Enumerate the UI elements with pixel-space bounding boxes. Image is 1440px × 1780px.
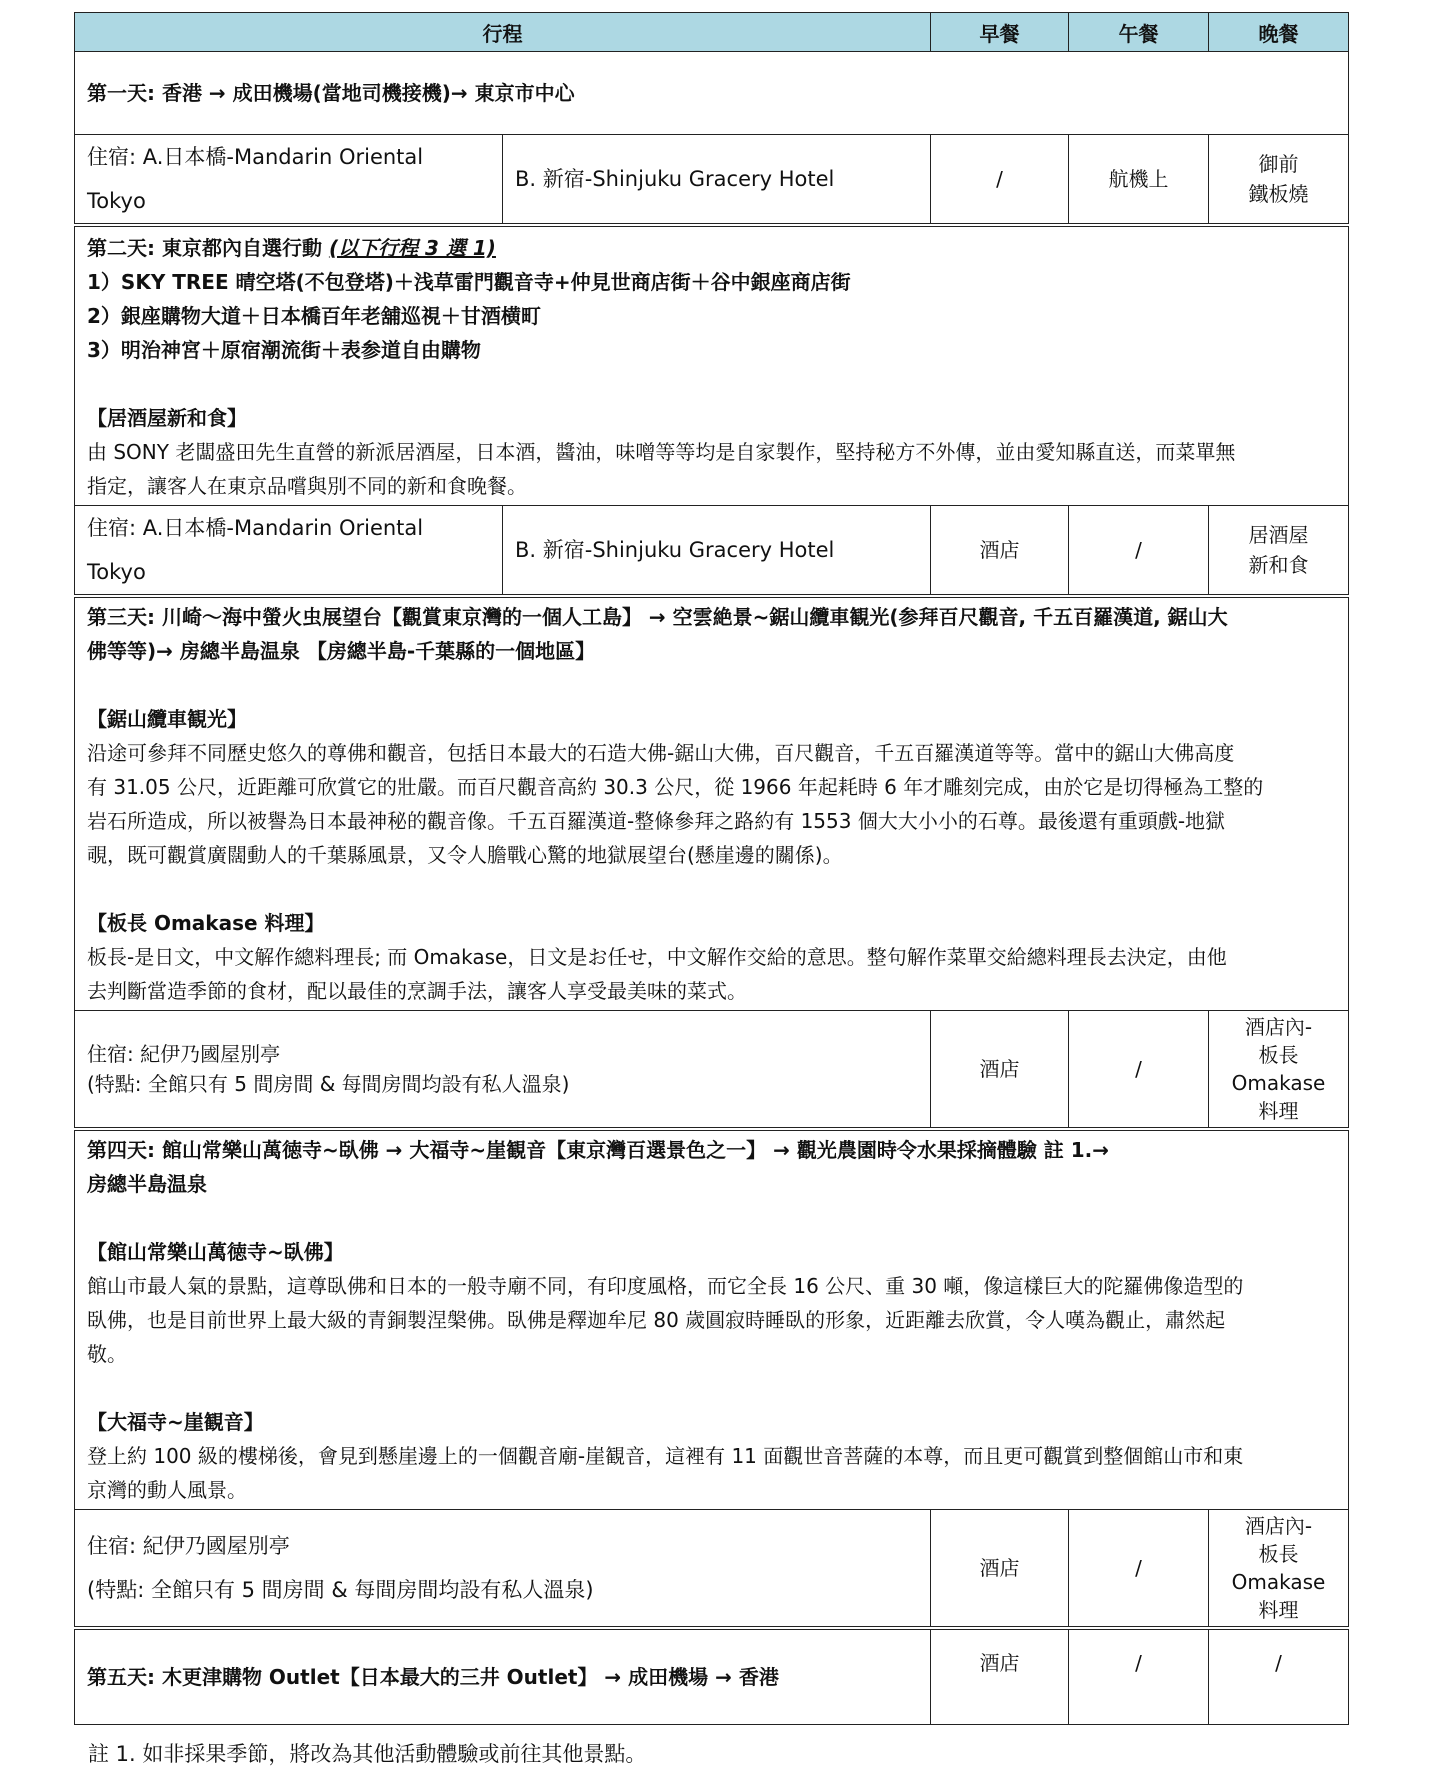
day5-row xyxy=(75,1628,1349,1725)
day3-content-row xyxy=(75,596,1349,1011)
day2-content-row xyxy=(75,225,1349,506)
day2-content xyxy=(75,225,1349,506)
day1-title: 第一天: 香港 → 成田機場(當地司機接機)→ 東京市中心 xyxy=(75,52,1349,135)
day2-option-2: 2）銀座購物大道＋日本橋百年老舖巡視＋甘酒横町 xyxy=(87,304,541,328)
day3-sub1-title: 【鋸山纜車観光】 xyxy=(87,707,247,731)
day4-content xyxy=(75,1129,1349,1510)
day3-dinner-line4: 料理 xyxy=(1258,1099,1299,1123)
day4-hotel-line2: (特點: 全館只有 5 間房間 & 每間房間均設有私人溫泉) xyxy=(87,1578,594,1602)
day3-dinner-line2: 板長 xyxy=(1258,1043,1299,1067)
day2-title-main: 第二天: 東京都內自選行動 xyxy=(87,236,329,260)
day1-hotel-a-line2: Tokyo xyxy=(87,189,146,213)
day4-sub1-title: 【館山常樂山萬徳寺~臥佛】 xyxy=(87,1240,344,1264)
day3-content xyxy=(75,596,1349,1011)
day3-stay-row xyxy=(75,1011,1349,1130)
header-lunch: 午餐 xyxy=(1069,13,1209,52)
header-dinner: 晚餐 xyxy=(1209,13,1349,52)
day4-sub2-line1: 登上約 100 級的樓梯後，會見到懸崖邊上的一個觀音廟-崖観音，這裡有 11 面觀世音菩薩的本尊，而且更可觀賞到整個館山市和東 xyxy=(87,1444,1244,1468)
day2-title xyxy=(87,231,1336,265)
day4-dinner-line1: 酒店內- xyxy=(1244,1514,1313,1538)
day4-dinner-line2: 板長 xyxy=(1258,1542,1299,1566)
day2-stay-row xyxy=(75,506,1349,597)
day4-sub1-line3: 敬。 xyxy=(87,1342,127,1366)
day1-lunch: 航機上 xyxy=(1069,135,1209,226)
day3-dinner xyxy=(1209,1011,1349,1130)
day3-sub2-line1: 板長-是日文，中文解作總料理長; 而 Omakase，日文是お任せ，中文解作交給的意思。整句解作菜單交給總料理長去決定，由他 xyxy=(87,945,1227,969)
day1-dinner xyxy=(1209,135,1349,226)
day2-sub1-text-line2: 指定，讓客人在東京品嚐與別不同的新和食晚餐。 xyxy=(87,474,527,498)
day4-title-line2: 房總半島温泉 xyxy=(87,1172,207,1196)
day1-hotel-a xyxy=(75,135,503,226)
day3-hotel-line2: (特點: 全館只有 5 間房間 & 每間房間均設有私人溫泉) xyxy=(87,1072,570,1096)
day4-breakfast: 酒店 xyxy=(931,1510,1069,1629)
day3-sub1-line4: 覗，既可觀賞廣闊動人的千葉縣風景，又令人膽戰心驚的地獄展望台(懸崖邊的關係)。 xyxy=(87,843,843,867)
day2-hotel-a-line2: Tokyo xyxy=(87,560,146,584)
day2-hotel-a-line1: 住宿: A.日本橋-Mandarin Oriental xyxy=(87,516,424,540)
day3-sub1-line3: 岩石所造成，所以被譽為日本最神秘的觀音像。千五百羅漢道-整條參拜之路約有 1553 個大大小小的石尊。最後還有重頭戲-地獄 xyxy=(87,809,1226,833)
day3-sub2-title: 【板長 Omakase 料理】 xyxy=(87,911,325,935)
day4-sub1-line1: 館山市最人氣的景點，這尊臥佛和日本的一般寺廟不同，有印度風格，而它全長 16 公尺、重 30 噸，像這樣巨大的陀羅佛像造型的 xyxy=(87,1274,1244,1298)
itinerary-table xyxy=(74,12,1349,1725)
day2-lunch: / xyxy=(1069,506,1209,597)
day1-breakfast: / xyxy=(931,135,1069,226)
day2-dinner xyxy=(1209,506,1349,597)
day1-stay-row xyxy=(75,135,1349,226)
day4-dinner-line3: Omakase xyxy=(1231,1570,1326,1594)
day1-hotel-a-line1: 住宿: A.日本橋-Mandarin Oriental xyxy=(87,145,424,169)
day3-hotel-line1: 住宿: 紀伊乃國屋別亭 xyxy=(87,1042,281,1066)
day3-sub2-line2: 去判斷當造季節的食材，配以最佳的烹調手法，讓客人享受最美味的菜式。 xyxy=(87,979,747,1003)
header-row xyxy=(75,13,1349,52)
day5-title: 第五天: 木更津購物 Outlet【日本最大的三井 Outlet】 → 成田機場 → 香港 xyxy=(75,1628,931,1725)
day2-dinner-line1: 居酒屋 xyxy=(1248,523,1309,547)
day3-lunch: / xyxy=(1069,1011,1209,1130)
day1-dinner-line2: 鐵板燒 xyxy=(1248,182,1309,206)
header-itinerary: 行程 xyxy=(75,13,931,52)
day4-sub2-line2: 京灣的動人風景。 xyxy=(87,1478,247,1502)
day2-hotel-b: B. 新宿-Shinjuku Gracery Hotel xyxy=(503,506,931,597)
day2-option-3: 3）明治神宮＋原宿潮流街＋表参道自由購物 xyxy=(87,338,481,362)
day4-sub2-title: 【大福寺~崖観音】 xyxy=(87,1410,264,1434)
day3-hotel xyxy=(75,1011,931,1130)
day3-sub1-line2: 有 31.05 公尺，近距離可欣賞它的壯嚴。而百尺觀音高約 30.3 公尺，從 1966 年起耗時 6 年才雕刻完成，由於它是切得極為工整的 xyxy=(87,775,1264,799)
day5-breakfast: 酒店 xyxy=(931,1628,1069,1725)
day4-dinner-line4: 料理 xyxy=(1258,1598,1299,1622)
day3-sub1-line1: 沿途可參拜不同歷史悠久的尊佛和觀音，包括日本最大的石造大佛-鋸山大佛，百尺觀音，千五百羅漢道等等。當中的鋸山大佛高度 xyxy=(87,741,1235,765)
day1-title-row xyxy=(75,52,1349,135)
day2-sub1-title: 【居酒屋新和食】 xyxy=(87,406,247,430)
day3-breakfast: 酒店 xyxy=(931,1011,1069,1130)
header-breakfast: 早餐 xyxy=(931,13,1069,52)
day4-hotel-line1: 住宿: 紀伊乃國屋別亭 xyxy=(87,1534,290,1558)
day1-dinner-line1: 御前 xyxy=(1258,152,1299,176)
day2-breakfast: 酒店 xyxy=(931,506,1069,597)
day2-hotel-a xyxy=(75,506,503,597)
day3-dinner-line1: 酒店內- xyxy=(1244,1015,1313,1039)
day1-hotel-b: B. 新宿-Shinjuku Gracery Hotel xyxy=(503,135,931,226)
day2-sub1-text-line1: 由 SONY 老闆盛田先生直營的新派居酒屋，日本酒，醬油，味噌等等均是自家製作，堅持秘方不外傳，並由愛知縣直送，而菜單無 xyxy=(87,440,1236,464)
day5-dinner: / xyxy=(1209,1628,1349,1725)
day2-title-note: (以下行程 3 選 1) xyxy=(328,236,496,260)
day4-content-row xyxy=(75,1129,1349,1510)
day3-dinner-line3: Omakase xyxy=(1231,1071,1326,1095)
day4-title-line1: 第四天: 館山常樂山萬徳寺~臥佛 → 大福寺~崖観音【東京灣百選景色之一】 → 觀光農園時令水果採摘體驗 註 1.→ xyxy=(87,1138,1110,1162)
day4-hotel xyxy=(75,1510,931,1629)
day4-sub1-line2: 臥佛，也是目前世界上最大級的青銅製涅槃佛。臥佛是釋迦牟尼 80 歲圓寂時睡臥的形象，近距離去欣賞，令人嘆為觀止，肅然起 xyxy=(87,1308,1226,1332)
day3-title-line2: 佛等等)→ 房總半島温泉 【房總半島-千葉縣的一個地區】 xyxy=(87,639,596,663)
day3-title-line1: 第三天: 川崎～海中螢火虫展望台【觀賞東京灣的一個人工島】 → 空雲絶景~鋸山纜車観光(参拜百尺觀音, 千五百羅漢道, 鋸山大 xyxy=(87,605,1228,629)
day5-lunch: / xyxy=(1069,1628,1209,1725)
day4-stay-row xyxy=(75,1510,1349,1629)
day4-dinner xyxy=(1209,1510,1349,1629)
day2-dinner-line2: 新和食 xyxy=(1248,553,1309,577)
footnote: 註 1. 如非採果季節，將改為其他活動體驗或前往其他景點。 xyxy=(88,1742,647,1766)
day2-option-1: 1）SKY TREE 晴空塔(不包登塔)＋浅草雷門觀音寺+仲見世商店街＋谷中銀座商店街 xyxy=(87,270,851,294)
day4-lunch: / xyxy=(1069,1510,1209,1629)
